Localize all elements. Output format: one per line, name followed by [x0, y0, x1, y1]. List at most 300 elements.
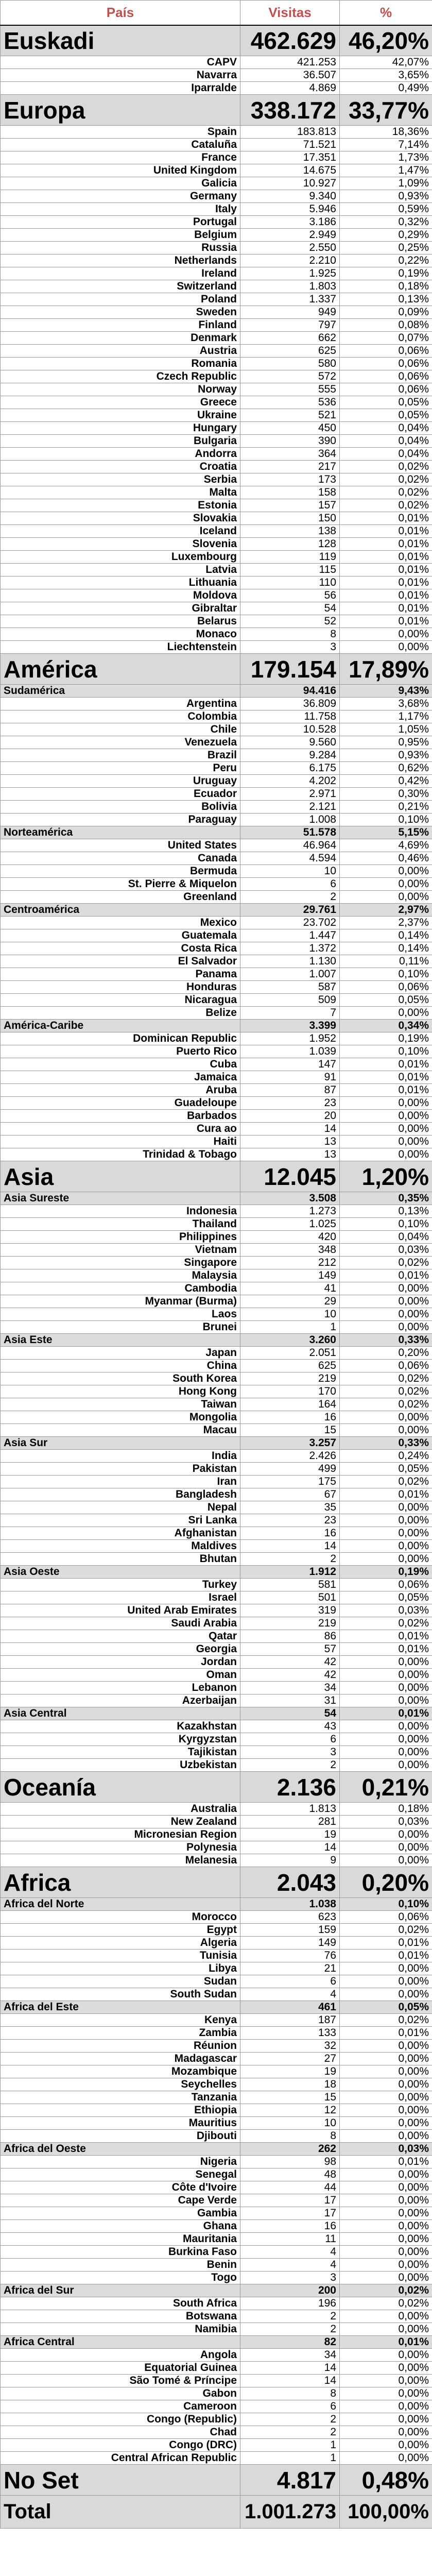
table-row — [1, 1205, 432, 1218]
cell-visits: 43 — [240, 1720, 340, 1733]
cell-visits: 48 — [240, 2168, 340, 2181]
table-row — [1, 1231, 432, 1244]
cell-visits: 4.869 — [240, 82, 340, 95]
cell-name: Asia Oeste — [1, 1566, 240, 1579]
cell-name: Libya — [1, 1962, 240, 1975]
cell-name: Cuba — [1, 1058, 240, 1071]
cell-name: Japan — [1, 1347, 240, 1360]
cell-visits: 625 — [240, 1360, 340, 1372]
cell-name: Central African Republic — [1, 2452, 240, 2465]
table-row — [1, 1527, 432, 1540]
cell-name: Macau — [1, 1424, 240, 1437]
table-row — [1, 1759, 432, 1772]
table-row — [1, 2310, 432, 2323]
cell-percent: 0,00% — [340, 1295, 432, 1308]
cell-name: Puerto Rico — [1, 1045, 240, 1058]
cell-percent: 0,06% — [340, 1360, 432, 1372]
cell-visits: 32 — [240, 2040, 340, 2053]
cell-percent: 0,00% — [340, 1097, 432, 1110]
cell-percent: 0,03% — [340, 1244, 432, 1257]
cell-visits: 3 — [240, 1746, 340, 1759]
cell-percent: 0,04% — [340, 422, 432, 435]
cell-visits: 536 — [240, 396, 340, 409]
table-row — [1, 1450, 432, 1463]
cell-name: Bermuda — [1, 865, 240, 878]
cell-visits: 420 — [240, 1231, 340, 1244]
cell-visits: 662 — [240, 332, 340, 345]
cell-name: Finland — [1, 319, 240, 332]
cell-percent: 0,48% — [340, 2465, 432, 2496]
table-row — [1, 852, 432, 865]
cell-percent: 0,00% — [340, 2040, 432, 2053]
table-row — [1, 1244, 432, 1257]
cell-name: South Korea — [1, 1372, 240, 1385]
table-row — [1, 1617, 432, 1630]
cell-name: Hong Kong — [1, 1385, 240, 1398]
cell-name: Panama — [1, 968, 240, 981]
table-row — [1, 2413, 432, 2426]
cell-name: Canada — [1, 852, 240, 865]
table-row — [1, 2349, 432, 2362]
cell-percent: 0,00% — [340, 2310, 432, 2323]
table-row — [1, 1045, 432, 1058]
cell-percent: 0,00% — [340, 2349, 432, 2362]
cell-name: Malaysia — [1, 1269, 240, 1282]
cell-name: Lebanon — [1, 1682, 240, 1694]
cell-name: Qatar — [1, 1630, 240, 1643]
table-row — [1, 1988, 432, 2001]
cell-percent: 0,00% — [340, 1424, 432, 1437]
cell-name: Pakistan — [1, 1463, 240, 1476]
cell-visits: 11 — [240, 2233, 340, 2246]
cell-name: No Set — [1, 2465, 240, 2496]
cell-visits: 138 — [240, 525, 340, 538]
cell-name: Morocco — [1, 1911, 240, 1924]
cell-visits: 54 — [240, 602, 340, 615]
table-row — [1, 1746, 432, 1759]
cell-percent: 0,10% — [340, 968, 432, 981]
cell-visits: 87 — [240, 1084, 340, 1097]
total-row — [1, 2496, 432, 2529]
cell-visits: 2 — [240, 2413, 340, 2426]
cell-name: Italy — [1, 203, 240, 216]
table-row — [1, 775, 432, 788]
table-row — [1, 229, 432, 242]
cell-visits: 18 — [240, 2078, 340, 2091]
cell-name: New Zealand — [1, 1816, 240, 1828]
table-row — [1, 1553, 432, 1566]
cell-visits: 1 — [240, 2452, 340, 2465]
cell-percent: 0,00% — [340, 1733, 432, 1746]
cell-percent: 0,18% — [340, 1803, 432, 1816]
cell-name: Asia Sureste — [1, 1192, 240, 1205]
cell-visits: 587 — [240, 981, 340, 994]
cell-visits: 6 — [240, 878, 340, 891]
cell-visits: 31 — [240, 1694, 340, 1707]
cell-percent: 0,00% — [340, 1110, 432, 1123]
table-row — [1, 396, 432, 409]
cell-visits: 1.372 — [240, 942, 340, 955]
cell-percent: 9,43% — [340, 685, 432, 698]
cell-name: Kyrgyzstan — [1, 1733, 240, 1746]
table-row — [1, 1269, 432, 1282]
cell-name: Namibia — [1, 2323, 240, 2336]
cell-name: Tunisia — [1, 1950, 240, 1962]
cell-visits: 21 — [240, 1962, 340, 1975]
cell-name: Austria — [1, 345, 240, 358]
cell-percent: 0,03% — [340, 1604, 432, 1617]
cell-name: Greenland — [1, 891, 240, 904]
cell-name: Djibouti — [1, 2130, 240, 2143]
cell-visits: 12 — [240, 2104, 340, 2117]
table-row — [1, 525, 432, 538]
cell-name: Chad — [1, 2426, 240, 2439]
cell-percent: 0,05% — [340, 396, 432, 409]
cell-name: Monaco — [1, 628, 240, 641]
table-row — [1, 1975, 432, 1988]
cell-name: Congo (Republic) — [1, 2413, 240, 2426]
cell-visits: 364 — [240, 448, 340, 461]
cell-name: Russia — [1, 242, 240, 255]
cell-name: Cape Verde — [1, 2194, 240, 2207]
table-row — [1, 2259, 432, 2272]
cell-percent: 0,05% — [340, 1463, 432, 1476]
table-row — [1, 2233, 432, 2246]
cell-visits: 183.813 — [240, 126, 340, 139]
cell-visits: 4.817 — [240, 2465, 340, 2496]
cell-name: Chile — [1, 723, 240, 736]
cell-visits: 6.175 — [240, 762, 340, 775]
table-row — [1, 1643, 432, 1656]
cell-visits: 76 — [240, 1950, 340, 1962]
cell-visits: 212 — [240, 1257, 340, 1269]
table-row — [1, 1604, 432, 1617]
cell-visits: 157 — [240, 499, 340, 512]
cell-name: Belize — [1, 1007, 240, 1020]
cell-visits: 98 — [240, 2156, 340, 2168]
cell-visits: 159 — [240, 1924, 340, 1937]
table-row — [1, 878, 432, 891]
cell-visits: 164 — [240, 1398, 340, 1411]
cell-name: Malta — [1, 486, 240, 499]
cell-name: Czech Republic — [1, 370, 240, 383]
cell-name: South Africa — [1, 2297, 240, 2310]
cell-name: Oceanía — [1, 1772, 240, 1803]
cell-percent: 0,00% — [340, 865, 432, 878]
table-row — [1, 1148, 432, 1161]
cell-name: Zambia — [1, 2027, 240, 2040]
cell-percent: 0,02% — [340, 1398, 432, 1411]
cell-visits: 450 — [240, 422, 340, 435]
cell-percent: 0,00% — [340, 2246, 432, 2259]
cell-visits: 2.136 — [240, 1772, 340, 1803]
cell-visits: 19 — [240, 2065, 340, 2078]
table-row — [1, 1398, 432, 1411]
cell-percent: 0,02% — [340, 473, 432, 486]
cell-percent: 1,09% — [340, 177, 432, 190]
cell-percent: 2,97% — [340, 904, 432, 917]
cell-name: Gibraltar — [1, 602, 240, 615]
cell-name: Iparralde — [1, 82, 240, 95]
cell-visits: 281 — [240, 1816, 340, 1828]
cell-percent: 0,10% — [340, 1045, 432, 1058]
subregion-row — [1, 1707, 432, 1720]
cell-percent: 0,02% — [340, 1385, 432, 1398]
cell-name: United Kingdom — [1, 164, 240, 177]
cell-visits: 15 — [240, 1424, 340, 1437]
cell-percent: 0,00% — [340, 2387, 432, 2400]
table-row — [1, 1123, 432, 1136]
cell-visits: 86 — [240, 1630, 340, 1643]
cell-name: Asia Este — [1, 1334, 240, 1347]
cell-percent: 0,33% — [340, 1334, 432, 1347]
table-row — [1, 994, 432, 1007]
subregion-row — [1, 2001, 432, 2014]
cell-percent: 0,05% — [340, 409, 432, 422]
table-row — [1, 942, 432, 955]
cell-visits: 3.399 — [240, 1020, 340, 1032]
table-row — [1, 2104, 432, 2117]
cell-percent: 0,00% — [340, 1540, 432, 1553]
cell-percent: 0,00% — [340, 1007, 432, 1020]
cell-percent: 0,02% — [340, 2284, 432, 2297]
cell-visits: 4.202 — [240, 775, 340, 788]
cell-name: Cura ao — [1, 1123, 240, 1136]
cell-percent: 0,06% — [340, 383, 432, 396]
cell-visits: 46.964 — [240, 839, 340, 852]
cell-visits: 16 — [240, 1527, 340, 1540]
table-row — [1, 749, 432, 762]
cell-percent: 0,00% — [340, 2207, 432, 2220]
cell-percent: 17,89% — [340, 654, 432, 685]
cell-percent: 0,06% — [340, 1911, 432, 1924]
cell-name: Mozambique — [1, 2065, 240, 2078]
table-row — [1, 345, 432, 358]
cell-name: St. Pierre & Miquelon — [1, 878, 240, 891]
cell-percent: 1,05% — [340, 723, 432, 736]
table-row — [1, 2246, 432, 2259]
table-row — [1, 2168, 432, 2181]
cell-percent: 0,00% — [340, 1321, 432, 1334]
cell-visits: 2.971 — [240, 788, 340, 801]
table-row — [1, 293, 432, 306]
cell-percent: 0,32% — [340, 216, 432, 229]
table-row — [1, 164, 432, 177]
table-row — [1, 422, 432, 435]
table-row — [1, 2439, 432, 2452]
cell-visits: 1.912 — [240, 1566, 340, 1579]
cell-name: United States — [1, 839, 240, 852]
cell-visits: 581 — [240, 1579, 340, 1591]
table-row — [1, 332, 432, 345]
cell-visits: 572 — [240, 370, 340, 383]
cell-name: Singapore — [1, 1257, 240, 1269]
cell-percent: 0,00% — [340, 1411, 432, 1424]
cell-percent: 0,00% — [340, 1669, 432, 1682]
cell-visits: 36.507 — [240, 69, 340, 82]
cell-name: Mongolia — [1, 1411, 240, 1424]
cell-name: Iran — [1, 1476, 240, 1488]
cell-visits: 4 — [240, 2246, 340, 2259]
cell-visits: 42 — [240, 1669, 340, 1682]
table-row — [1, 1218, 432, 1231]
cell-name: Switzerland — [1, 280, 240, 293]
table-row — [1, 1347, 432, 1360]
cell-name: América — [1, 654, 240, 685]
cell-name: Angola — [1, 2349, 240, 2362]
table-row — [1, 448, 432, 461]
cell-visits: 13 — [240, 1136, 340, 1148]
table-row — [1, 1488, 432, 1501]
table-row — [1, 203, 432, 216]
cell-visits: 1.273 — [240, 1205, 340, 1218]
cell-percent: 18,36% — [340, 126, 432, 139]
cell-name: Australia — [1, 1803, 240, 1816]
cell-percent: 0,06% — [340, 370, 432, 383]
cell-percent: 0,03% — [340, 1816, 432, 1828]
cell-visits: 521 — [240, 409, 340, 422]
cell-percent: 0,62% — [340, 762, 432, 775]
cell-name: Sri Lanka — [1, 1514, 240, 1527]
table-row — [1, 710, 432, 723]
cell-name: Madagascar — [1, 2053, 240, 2065]
cell-percent: 0,01% — [340, 1058, 432, 1071]
cell-visits: 3.508 — [240, 1192, 340, 1205]
cell-visits: 3.260 — [240, 1334, 340, 1347]
cell-visits: 2 — [240, 2426, 340, 2439]
table-row — [1, 1656, 432, 1669]
cell-name: Kenya — [1, 2014, 240, 2027]
cell-name: Spain — [1, 126, 240, 139]
cell-visits: 149 — [240, 1937, 340, 1950]
cell-percent: 0,06% — [340, 1579, 432, 1591]
cell-visits: 133 — [240, 2027, 340, 2040]
cell-name: Benin — [1, 2259, 240, 2272]
cell-visits: 34 — [240, 2349, 340, 2362]
cell-name: Estonia — [1, 499, 240, 512]
cell-visits: 1.001.273 — [240, 2496, 340, 2529]
table-row — [1, 56, 432, 69]
cell-name: Navarra — [1, 69, 240, 82]
table-row — [1, 461, 432, 473]
cell-name: Africa del Oeste — [1, 2143, 240, 2156]
cell-name: Gambia — [1, 2207, 240, 2220]
cell-percent: 0,01% — [340, 577, 432, 589]
table-row — [1, 628, 432, 641]
table-row — [1, 139, 432, 151]
cell-name: Asia Sur — [1, 1437, 240, 1450]
cell-percent: 0,35% — [340, 1192, 432, 1205]
cell-visits: 3.257 — [240, 1437, 340, 1450]
cell-percent: 0,00% — [340, 1553, 432, 1566]
cell-visits: 3 — [240, 641, 340, 654]
table-row — [1, 1257, 432, 1269]
table-row — [1, 1097, 432, 1110]
table-row — [1, 126, 432, 139]
cell-percent: 0,05% — [340, 1591, 432, 1604]
cell-percent: 0,00% — [340, 2091, 432, 2104]
cell-percent: 0,42% — [340, 775, 432, 788]
table-row — [1, 177, 432, 190]
cell-visits: 9.560 — [240, 736, 340, 749]
cell-name: Senegal — [1, 2168, 240, 2181]
cell-name: South Sudan — [1, 1988, 240, 2001]
subregion-row — [1, 826, 432, 839]
cell-name: Mexico — [1, 917, 240, 929]
cell-name: Venezuela — [1, 736, 240, 749]
cell-visits: 54 — [240, 1707, 340, 1720]
cell-visits: 2.043 — [240, 1867, 340, 1898]
cell-percent: 0,00% — [340, 1656, 432, 1669]
cell-name: Bhutan — [1, 1553, 240, 1566]
cell-visits: 9.284 — [240, 749, 340, 762]
cell-percent: 0,05% — [340, 2001, 432, 2014]
table-row — [1, 1007, 432, 1020]
cell-name: Vietnam — [1, 1244, 240, 1257]
cell-percent: 0,11% — [340, 955, 432, 968]
cell-name: Paraguay — [1, 814, 240, 826]
cell-name: Azerbaijan — [1, 1694, 240, 1707]
cell-visits: 16 — [240, 2220, 340, 2233]
cell-visits: 2.210 — [240, 255, 340, 267]
cell-name: Barbados — [1, 1110, 240, 1123]
cell-percent: 0,20% — [340, 1347, 432, 1360]
table-row — [1, 1084, 432, 1097]
cell-name: Nicaragua — [1, 994, 240, 1007]
table-row — [1, 615, 432, 628]
cell-visits: 20 — [240, 1110, 340, 1123]
cell-percent: 0,19% — [340, 1566, 432, 1579]
cell-name: Africa — [1, 1867, 240, 1898]
header-visits: Visitas — [240, 1, 340, 25]
subregion-row — [1, 2336, 432, 2349]
cell-name: Lithuania — [1, 577, 240, 589]
cell-visits: 173 — [240, 473, 340, 486]
table-row — [1, 929, 432, 942]
cell-percent: 0,00% — [340, 1282, 432, 1295]
table-row — [1, 1110, 432, 1123]
cell-visits: 7 — [240, 1007, 340, 1020]
cell-percent: 0,02% — [340, 1372, 432, 1385]
cell-visits: 2.426 — [240, 1450, 340, 1463]
cell-name: Argentina — [1, 698, 240, 710]
cell-visits: 27 — [240, 2053, 340, 2065]
cell-visits: 119 — [240, 551, 340, 564]
cell-visits: 200 — [240, 2284, 340, 2297]
cell-percent: 0,02% — [340, 1476, 432, 1488]
cell-visits: 2 — [240, 891, 340, 904]
cell-percent: 1,20% — [340, 1161, 432, 1192]
cell-percent: 0,00% — [340, 1828, 432, 1841]
table-row — [1, 69, 432, 82]
cell-visits: 15 — [240, 2091, 340, 2104]
cell-visits: 23 — [240, 1514, 340, 1527]
table-row — [1, 1463, 432, 1476]
cell-visits: 217 — [240, 461, 340, 473]
cell-visits: 14 — [240, 1841, 340, 1854]
cell-percent: 0,24% — [340, 1450, 432, 1463]
cell-name: Ghana — [1, 2220, 240, 2233]
table-row — [1, 2130, 432, 2143]
region-row — [1, 1772, 432, 1803]
cell-visits: 196 — [240, 2297, 340, 2310]
table-row — [1, 564, 432, 577]
cell-percent: 0,00% — [340, 1694, 432, 1707]
cell-visits: 67 — [240, 1488, 340, 1501]
cell-name: Mauritania — [1, 2233, 240, 2246]
cell-percent: 0,20% — [340, 1867, 432, 1898]
cell-visits: 19 — [240, 1828, 340, 1841]
